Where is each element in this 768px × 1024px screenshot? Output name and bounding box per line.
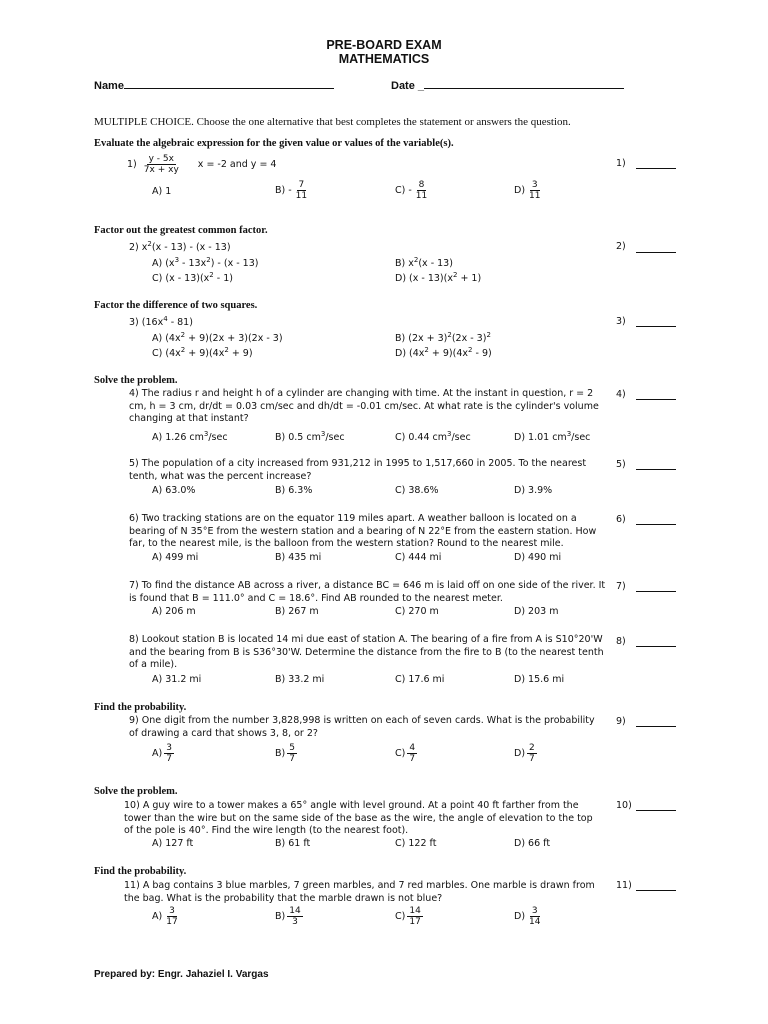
- choice-a[interactable]: A) $\frac{3}{7}$: [152, 743, 172, 764]
- choice-a[interactable]: A) 206 m: [152, 606, 196, 617]
- choice-a[interactable]: A) 31.2 mi: [152, 674, 202, 685]
- choice-b[interactable]: B) 61 ft: [275, 838, 311, 849]
- choice-a[interactable]: A) 127 ft: [152, 838, 194, 849]
- choice-c[interactable]: C) 0.44 $cm^3/\sec$: [395, 430, 471, 444]
- choice-a[interactable]: A) $(4x^2 + 9)(2x + 3)(2x - 3)$: [152, 331, 283, 345]
- choice-a[interactable]: A) 499 mi: [152, 552, 199, 563]
- answer-number: 11): [616, 880, 632, 891]
- choice-c[interactable]: C) 444 mi: [395, 552, 442, 563]
- choice-d[interactable]: D) $(x - 13)(x^2 + 1)$: [395, 271, 482, 285]
- question-5: 5) The population of a city increased from 931,212 in 1995 to 1,517,660 in 2005. To the nearest tenth, what was the percent increase?: [129, 458, 587, 482]
- choice-d[interactable]: D) 66 ft: [514, 838, 551, 849]
- answer-blank[interactable]: [636, 399, 676, 400]
- answer-number: 7): [616, 581, 626, 592]
- section-heading: Evaluate the algebraic expression for the given value or values of the variable(s).: [94, 138, 454, 149]
- choice-b[interactable]: B) 33.2 mi: [275, 674, 325, 685]
- choice-b[interactable]: B) - $\frac{7}{11}$: [275, 180, 308, 201]
- answer-blank[interactable]: [636, 890, 676, 891]
- prepared-by: Prepared by: Engr. Jahaziel I. Vargas: [94, 969, 269, 980]
- choice-c[interactable]: C) 38.6%: [395, 485, 439, 496]
- name-label: Name: [94, 80, 124, 92]
- section-heading: Solve the problem.: [94, 375, 178, 386]
- answer-blank[interactable]: [636, 810, 676, 811]
- choice-d[interactable]: D) $\frac{3}{11}$: [514, 180, 541, 201]
- fraction: $\frac{y - 5x}{7x + xy}$: [143, 154, 179, 175]
- choice-d[interactable]: D) 203 m: [514, 606, 559, 617]
- choice-b[interactable]: B) $\frac{14}{3}$: [275, 906, 301, 927]
- choice-d[interactable]: D) $\frac{2}{7}$: [514, 743, 535, 764]
- choice-a[interactable]: A) $(x^3 - 13x^2) - (x - 13)$: [152, 256, 259, 270]
- choice-c[interactable]: C) 122 ft: [395, 838, 437, 849]
- question-4: 4) The radius r and height h of a cylinder are changing with time. At the instant in question, r = 2 cm, h = 3 cm, dr/dt = 0.03 cm/sec and dh/dt = -0.01 cm/sec. At what rate is the cylinder's volume changing at that instant?: [129, 388, 599, 424]
- answer-number: 10): [616, 800, 632, 811]
- choice-b[interactable]: B) $x^2(x - 13)$: [395, 256, 453, 270]
- choice-d[interactable]: D) 15.6 mi: [514, 674, 565, 685]
- choice-d[interactable]: D) 3.9%: [514, 485, 553, 496]
- question-6: 6) Two tracking stations are on the equator 119 miles apart. A weather balloon is located on a bearing of N 35°E from the western station and a bearing of N 22°E from the eastern station. How far, to the nearest mile, is the balloon from the western station? Round to the nearest mile.: [129, 513, 597, 549]
- answer-blank[interactable]: [636, 524, 676, 525]
- answer-blank[interactable]: [636, 726, 676, 727]
- question-3: 3) $(16x^4 - 81)$: [129, 315, 193, 329]
- question-10: 10) A guy wire to a tower makes a 65° angle with level ground. At a point 40 ft farther from the tower than the wire but on the same side of the base as the wire, the angle of elevation to the top of the pole is 40°. Find the wire length (to the nearest foot).: [124, 800, 593, 836]
- section-heading: Find the probability.: [94, 866, 187, 877]
- choice-a[interactable]: A) 63.0%: [152, 485, 196, 496]
- answer-number: 2): [616, 241, 626, 252]
- choice-b[interactable]: B) $\frac{5}{7}$: [275, 743, 295, 764]
- exam-subtitle: MATHEMATICS: [338, 52, 430, 66]
- choice-b[interactable]: B) 6.3%: [275, 485, 313, 496]
- answer-blank[interactable]: [636, 646, 676, 647]
- answer-number: 9): [616, 716, 626, 727]
- question-1: 1) $\frac{y - 5x}{7x + xy}$ x = -2 and y = 4: [127, 154, 277, 175]
- answer-number: 6): [616, 514, 626, 525]
- answer-blank[interactable]: [636, 168, 676, 169]
- choice-a[interactable]: A) 1.26 $cm^3/\sec$: [152, 430, 228, 444]
- choice-b[interactable]: B) 435 mi: [275, 552, 322, 563]
- question-7: 7) To find the distance AB across a river, a distance BC = 646 m is laid off on one side of the river. It is found that B = 111.0° and C = 18.6°. Find AB rounded to the nearest meter.: [129, 580, 606, 604]
- choice-a[interactable]: A) 1: [152, 186, 172, 197]
- choice-c[interactable]: C) 17.6 mi: [395, 674, 445, 685]
- question-9: 9) One digit from the number 3,828,998 is written on each of seven cards. What is the probability of drawing a card that shows 3, 8, or 2?: [129, 715, 595, 739]
- section-heading: Solve the problem.: [94, 786, 178, 797]
- answer-number: 5): [616, 459, 626, 470]
- answer-blank[interactable]: [636, 591, 676, 592]
- section-heading: Factor the difference of two squares.: [94, 300, 258, 311]
- answer-blank[interactable]: [636, 326, 676, 327]
- date-label: Date _: [391, 80, 425, 92]
- question-11: 11) A bag contains 3 blue marbles, 7 green marbles, and 7 red marbles. One marble is drawn from the bag. What is the probability that the marble drawn is not blue?: [124, 880, 595, 904]
- choice-a[interactable]: A) $\frac{3}{17}$: [152, 906, 178, 927]
- choice-d[interactable]: D) 1.01 $cm^3/\sec$: [514, 430, 591, 444]
- answer-number: 3): [616, 316, 626, 327]
- question-8: 8) Lookout station B is located 14 mi due east of station A. The bearing of a fire from A is S10°20'W and the bearing from B is S36°30'W. Determine the distance from the fire to B (to the nearest tenth of a mile).: [129, 634, 604, 670]
- choice-b[interactable]: B) 267 m: [275, 606, 319, 617]
- date-field[interactable]: [391, 78, 624, 92]
- choice-b[interactable]: B) 0.5 $cm^3/\sec$: [275, 430, 345, 444]
- answer-blank[interactable]: [636, 252, 676, 253]
- choice-d[interactable]: D) 490 mi: [514, 552, 562, 563]
- answer-number: 4): [616, 389, 626, 400]
- name-line: [124, 78, 334, 89]
- answer-number: 1): [616, 158, 626, 169]
- name-field[interactable]: [94, 78, 334, 92]
- choice-d[interactable]: D) $(4x^2 + 9)(4x^2 - 9)$: [395, 346, 492, 360]
- choice-c[interactable]: C) $(x - 13)(x^2 - 1)$: [152, 271, 233, 285]
- answer-blank[interactable]: [636, 469, 676, 470]
- choice-c[interactable]: C) 270 m: [395, 606, 439, 617]
- choice-b[interactable]: B) $(2x + 3)^2(2x - 3)^2$: [395, 331, 491, 345]
- choice-c[interactable]: C) $\frac{4}{7}$: [395, 743, 416, 764]
- date-line: [424, 78, 624, 89]
- instructions: MULTIPLE CHOICE. Choose the one alternative that best completes the statement or answers the question.: [94, 116, 571, 128]
- exam-title: PRE-BOARD EXAM: [326, 38, 442, 52]
- answer-number: 8): [616, 636, 626, 647]
- question-2: 2) $x^2(x - 13) - (x - 13)$: [129, 240, 231, 254]
- section-heading: Find the probability.: [94, 702, 187, 713]
- choice-c[interactable]: C) $(4x^2 + 9)(4x^2 + 9)$: [152, 346, 253, 360]
- choice-d[interactable]: D) $\frac{3}{14}$: [514, 906, 541, 927]
- choice-c[interactable]: C) - $\frac{8}{11}$: [395, 180, 428, 201]
- choice-c[interactable]: C) $\frac{14}{17}$: [395, 906, 421, 927]
- section-heading: Factor out the greatest common factor.: [94, 225, 268, 236]
